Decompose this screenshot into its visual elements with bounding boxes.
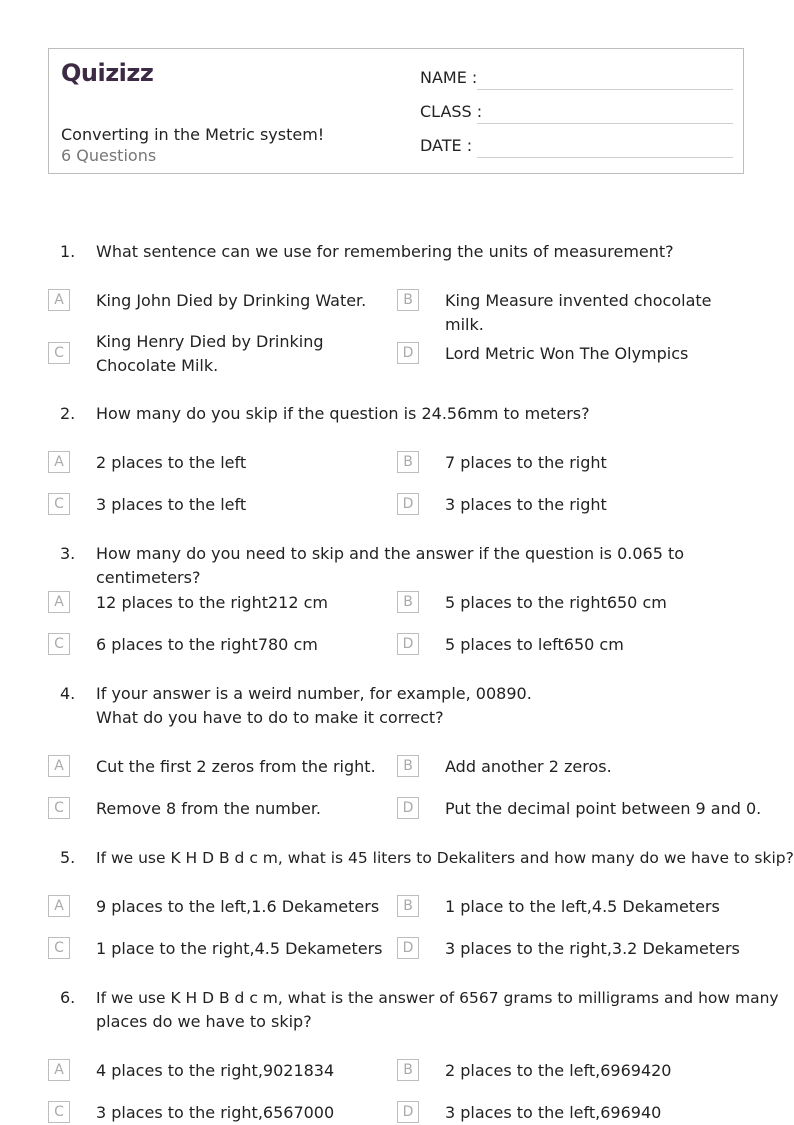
option-text: 5 places to left650 cm (445, 635, 624, 654)
option-text: Remove 8 from the number. (96, 799, 322, 818)
option-letter-box[interactable]: A (48, 755, 70, 777)
option-letter-box[interactable]: D (397, 493, 419, 515)
quizizz-logo: Quizizz (61, 59, 154, 87)
option-letter-box[interactable]: B (397, 1059, 419, 1081)
option-letter-box[interactable]: D (397, 342, 419, 364)
option-text: 1 place to the left,4.5 Dekameters (445, 897, 720, 916)
option-text: 3 places to the right,3.2 Dekameters (445, 939, 740, 958)
question-number: 1. (60, 242, 76, 261)
option-text: King Measure invented chocolate milk. (445, 291, 712, 334)
option-letter-box[interactable]: B (397, 895, 419, 917)
option-text: Add another 2 zeros. (445, 757, 612, 776)
option-letter-box[interactable]: A (48, 1059, 70, 1081)
name-label: NAME : (420, 68, 478, 87)
option-text: 1 place to the right,4.5 Dekameters (96, 939, 383, 958)
question-number: 2. (60, 404, 76, 423)
option-letter-box[interactable]: C (48, 342, 70, 364)
option-text: King Henry Died by Drinking Chocolate Milk. (96, 332, 324, 375)
option-text: 5 places to the right650 cm (445, 593, 667, 612)
option-letter-box[interactable]: C (48, 937, 70, 959)
option-letter-box[interactable]: D (397, 797, 419, 819)
worksheet-title: Converting in the Metric system! (61, 125, 325, 144)
question-text: How many do you skip if the question is 24.56mm to meters? (96, 404, 590, 423)
option-text: Cut the first 2 zeros from the right. (96, 757, 376, 776)
option-letter-box[interactable]: C (48, 633, 70, 655)
name-line[interactable] (477, 89, 733, 90)
option-letter-box[interactable]: B (397, 755, 419, 777)
class-label: CLASS : (420, 102, 483, 121)
option-letter-box[interactable]: B (397, 451, 419, 473)
question-number: 5. (60, 848, 76, 867)
option-text: King John Died by Drinking Water. (96, 291, 367, 310)
question-text-line-2: places do we have to skip? (96, 1012, 312, 1031)
question-number: 3. (60, 544, 76, 563)
worksheet-header (48, 48, 744, 174)
option-letter-box[interactable]: B (397, 289, 419, 311)
option-text: 12 places to the right212 cm (96, 593, 329, 612)
option-text: 3 places to the left (96, 495, 247, 514)
option-text: 7 places to the right (445, 453, 607, 472)
option-text: 3 places to the left,696940 (445, 1103, 662, 1122)
option-text: Put the decimal point between 9 and 0. (445, 799, 762, 818)
option-letter-box[interactable]: C (48, 1101, 70, 1123)
class-line[interactable] (477, 123, 733, 124)
option-text: Lord Metric Won The Olympics (445, 344, 689, 363)
option-letter-box[interactable]: C (48, 797, 70, 819)
option-letter-box[interactable]: A (48, 591, 70, 613)
option-letter-box[interactable]: A (48, 451, 70, 473)
option-text: 9 places to the left,1.6 Dekameters (96, 897, 380, 916)
date-label: DATE : (420, 136, 473, 155)
question-text: If we use K H D B d c m, what is 45 liters to Dekaliters and how many do we have to skip? (96, 849, 794, 867)
option-text: 3 places to the right,6567000 (96, 1103, 335, 1122)
option-letter-box[interactable]: D (397, 633, 419, 655)
question-text: What sentence can we use for remembering the units of measurement? (96, 242, 674, 261)
option-letter-box[interactable]: A (48, 289, 70, 311)
option-text: 4 places to the right,9021834 (96, 1061, 335, 1080)
question-text-line-1: If your answer is a weird number, for example, 00890. (96, 684, 532, 703)
question-count: 6 Questions (61, 146, 157, 165)
date-line[interactable] (477, 157, 733, 158)
option-letter-box[interactable]: C (48, 493, 70, 515)
option-text: 6 places to the right780 cm (96, 635, 318, 654)
option-text: 2 places to the left (96, 453, 247, 472)
question-text: How many do you need to skip and the answer if the question is 0.065 to centimeters? (96, 544, 685, 587)
option-text: 3 places to the right (445, 495, 607, 514)
question-text-line-2: What do you have to do to make it correct? (96, 708, 444, 727)
question-number: 6. (60, 988, 76, 1007)
option-text: 2 places to the left,6969420 (445, 1061, 672, 1080)
question-number: 4. (60, 684, 76, 703)
option-letter-box[interactable]: D (397, 1101, 419, 1123)
question-text-line-1: If we use K H D B d c m, what is the answer of 6567 grams to milligrams and how many (96, 989, 779, 1007)
option-letter-box[interactable]: A (48, 895, 70, 917)
option-letter-box[interactable]: B (397, 591, 419, 613)
option-letter-box[interactable]: D (397, 937, 419, 959)
